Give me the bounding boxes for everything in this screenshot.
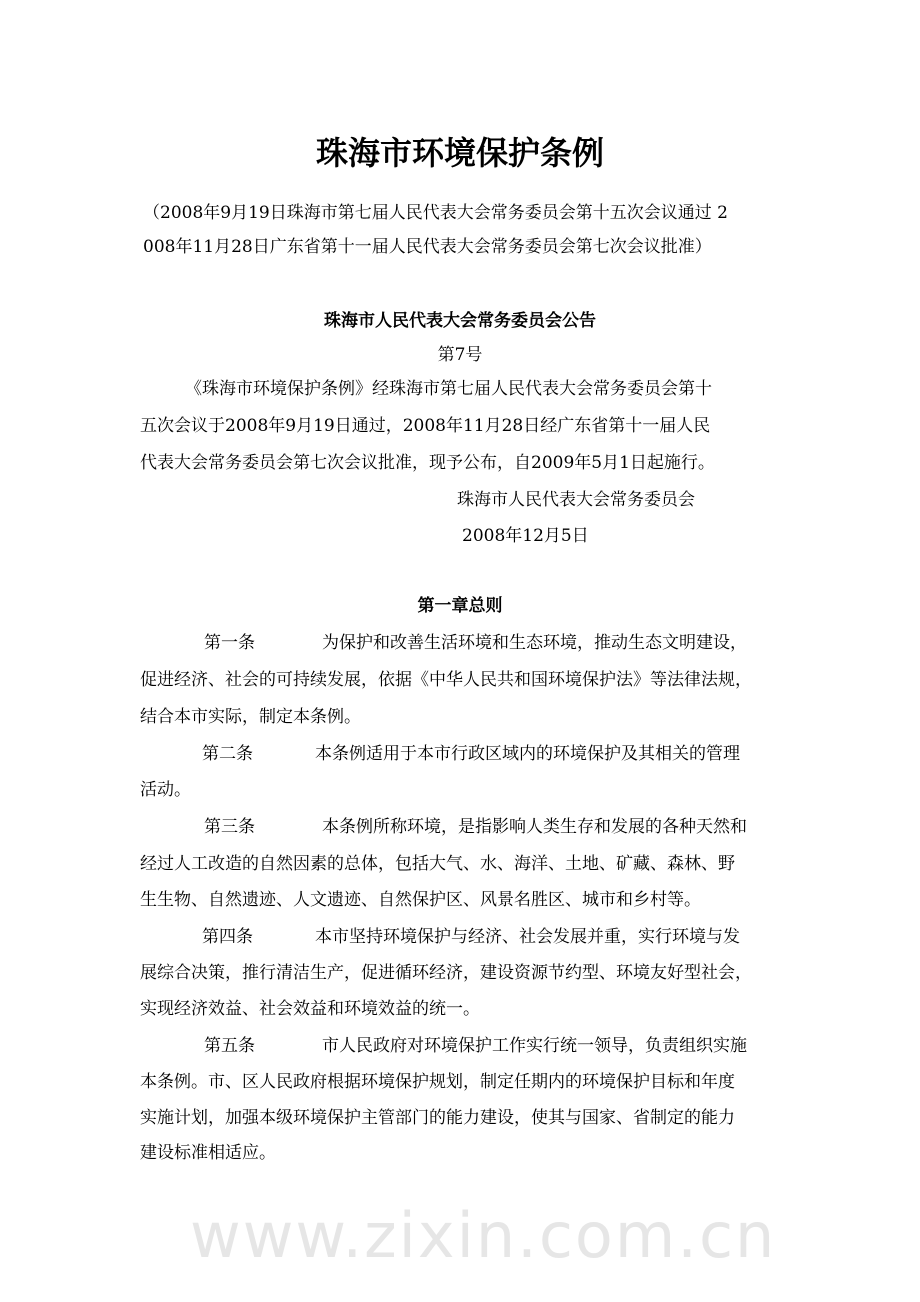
announcement-number: 第7号 [437, 345, 483, 365]
article-line: 本条例所称环境，是指影响人类生存和发展的各种天然和 [322, 817, 747, 837]
announcement-line: 代表大会常务委员会第七次会议批准，现予公布，自2009年5月1日起施行。 [140, 453, 715, 473]
article-line: 实现经济效益、社会效益和环境效益的统一。 [140, 999, 480, 1019]
announcement-issuer: 珠海市人民代表大会常务委员会 [457, 490, 695, 510]
watermark: www.zixin.com.cn [190, 1199, 777, 1272]
article-5 [140, 1036, 790, 1056]
article-line: 建设标准相适应。 [140, 1143, 276, 1163]
preamble-line: （2008年9月19日珠海市第七届人民代表大会常务委员会第十五次会议通过 2 [143, 203, 728, 223]
article-label: 第一条 [204, 633, 255, 653]
article-line: 实施计划，加强本级环境保护主管部门的能力建设，使其与国家、省制定的能力 [140, 1108, 735, 1128]
article-3 [140, 817, 790, 837]
article-line: 经过人工改造的自然因素的总体，包括大气、水、海洋、土地、矿藏、森林、野 [140, 854, 735, 874]
article-label: 第三条 [204, 817, 255, 837]
article-line: 市人民政府对环境保护工作实行统一领导，负责组织实施 [322, 1036, 747, 1056]
article-line: 本市坚持环境保护与经济、社会发展并重，实行环境与发 [315, 927, 740, 947]
article-line: 展综合决策，推行清洁生产，促进循环经济，建设资源节约型、环境友好型社会， [140, 963, 752, 983]
announcement-date: 2008年12月5日 [462, 526, 589, 546]
article-line: 为保护和改善生活环境和生态环境，推动生态文明建设， [322, 633, 747, 653]
article-line: 结合本市实际，制定本条例。 [140, 707, 361, 727]
announcement-heading: 珠海市人民代表大会常务委员会公告 [324, 311, 596, 331]
article-line: 促进经济、社会的可持续发展，依据《中华人民共和国环境保护法》等法律法规， [140, 670, 752, 690]
article-line: 活动。 [140, 780, 191, 800]
article-line: 本条例。市、区人民政府根据环境保护规划，制定任期内的环境保护目标和年度 [140, 1072, 735, 1092]
chapter-heading: 第一章总则 [417, 596, 503, 616]
article-label: 第五条 [204, 1036, 255, 1056]
article-line: 本条例适用于本市行政区域内的环境保护及其相关的管理 [315, 744, 740, 764]
article-label: 第四条 [202, 927, 253, 947]
article-line: 生生物、自然遗迹、人文遗迹、自然保护区、风景名胜区、城市和乡村等。 [140, 890, 701, 910]
announcement-line: 《珠海市环境保护条例》经珠海市第七届人民代表大会常务委员会第十 [185, 379, 712, 399]
article-label: 第二条 [202, 744, 253, 764]
article-1 [140, 633, 790, 653]
article-4 [140, 927, 790, 947]
preamble-line: 008年11月28日广东省第十一届人民代表大会常务委员会第七次会议批准） [143, 237, 712, 257]
announcement-line: 五次会议于2008年9月19日通过，2008年11月28日经广东省第十一届人民 [140, 416, 711, 436]
article-2 [140, 744, 790, 764]
document-title: 珠海市环境保护条例 [315, 134, 604, 172]
